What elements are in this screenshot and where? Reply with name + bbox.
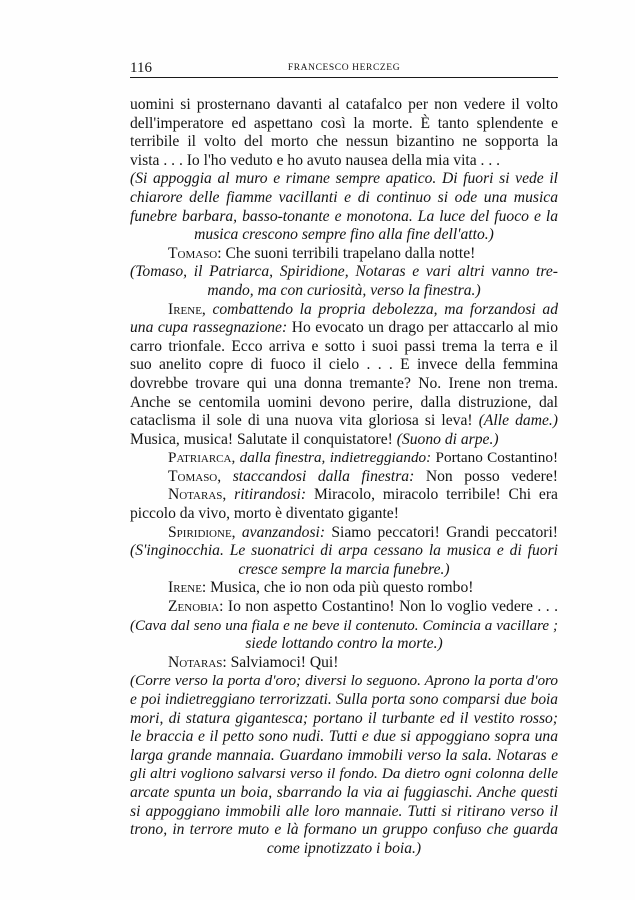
dialogue-text: : Musica, che io non oda più questo rombo! [201,579,474,597]
book-page [130,60,558,858]
text-line: dell'imperatore ed aspettano così la morte. È tanto splendente e [130,114,558,132]
stage-direction-line: musica crescono sempre fino alla fine dell'atto.) [194,226,494,244]
running-title: FRANCESCO HERCZEG [287,63,401,73]
text-line: uomini si prosternano davanti al catafalco per non vedere il volto [130,96,558,113]
stage-direction-line: mori, di statura gigantesca; portano il turbante ed il vestito rosso; [130,709,558,727]
text-line: piccolo da vivo, morto è diventato gigante! [130,505,399,523]
stage-direction-line: (Si appoggia al muro e rimane sempre apatico. Di fuori si vede il [130,170,558,188]
dialogue-line [130,301,558,320]
text-line: Anche se centomila uomini devono perire, dalla distruzione, dal [130,393,558,411]
text-line: carro trionfale. Ecco arriva e sotto i suoi passi trema la terra e il [130,337,558,355]
dialogue-text: Siamo peccatori! Grandi peccatori! [331,523,559,541]
dialogue-line [130,245,558,264]
stage-direction: combattendo la propria debolezza, ma forzandosi ad [212,300,558,318]
stage-direction-line: e poi indietreggiano terrorizzati. Sulla porta sono comparsi due boia [130,691,558,708]
stage-direction-line: le braccia e il petto sono nudi. Tutti e due si appoggiano sopra una [130,728,558,746]
text-line: vista . . . Io l'ho veduto e ho avuto nausea della mia vita . . . [130,151,501,169]
dialogue-line [130,598,558,617]
stage-direction: dalla finestra, indietreggiando: [239,449,432,467]
dialogue-line [130,524,558,543]
stage-direction-line: arcate spunta un boia, sbarrando la via ai fuggiaschi. Anche questi [130,783,558,801]
stage-direction: avanzandosi: [241,523,326,541]
dialogue-text: Ho evocato un drago per attaccarlo al mio [291,319,558,337]
page-number: 116 [130,60,152,76]
stage-direction-line: gli altri vogliono salvarsi verso il fondo. Da dietro ogni colonna delle [130,765,558,783]
stage-direction: staccandosi dalla finestra: [232,467,415,485]
page-body [130,96,558,858]
speaker-name: Irene [168,579,202,597]
stage-direction: ritirandosi: [234,486,307,504]
stage-direction-line: (Tomaso, il Patriarca, Spiridione, Notaras e vari altri vanno tre- [130,263,558,281]
speaker-name: Notaras, [168,486,227,504]
dialogue-line [130,486,558,505]
stage-direction-line: chiarore delle fiamme vacillanti e di continuo si ode una musica [130,188,558,206]
dialogue-text: : Salviamoci! Qui! [222,653,339,671]
dialogue-text: : Io non aspetto Costantino! Non lo voglio vedere . . . [219,598,558,616]
speaker-name: Notaras [168,653,223,671]
stage-direction: (Suono di arpe.) [396,430,499,448]
speaker-name: Irene, [168,300,206,318]
dialogue-text: Non posso vedere! [425,467,558,485]
dialogue-line [130,468,558,487]
dialogue-line [130,449,558,468]
dialogue-line [130,654,558,673]
dialogue-text: : Che suoni terribili trapelano dalla notte! [217,244,476,262]
stage-direction-line: funebre barbara, basso-tonante e monotona. La luce del fuoco e la [130,207,558,225]
speaker-name: Spiridione, [168,523,236,541]
stage-direction: una cupa rassegnazione: [130,319,288,337]
stage-direction-line: (Corre verso la porta d'oro; diversi lo seguono. Aprono la porta d'oro [130,672,558,690]
speaker-name: Tomaso [168,244,218,262]
stage-direction-line: come ipnotizzato i boia.) [266,839,422,857]
stage-direction-line: trono, in terrore muto e là formano un gruppo confuso che guarda [130,821,558,839]
dialogue-line [130,579,558,598]
stage-direction-line: (S'inginocchia. Le suonatrici di arpa cessano la musica e di fuori [130,542,558,560]
speaker-name: Tomaso, [168,467,222,485]
stage-direction-line: mando, ma con curiosità, verso la finestra.) [207,281,481,299]
speaker-name: Patriarca, [168,449,236,467]
dialogue-text: Miracolo, miracolo terribile! Chi era [313,486,558,504]
dialogue-text: Musica, musica! Salutate il conquistatore! [130,430,393,448]
stage-direction-line: (Cava dal seno una fiala e ne beve il contenuto. Comincia a vacillare ; [130,617,558,634]
text-line: terribile il volto del morto che nessun bizantino ne sopporta la [130,133,558,151]
text-line: suo anelito copre di fuoco il cielo . . . E invece della femmina [130,356,558,374]
text-line: dovrebbe trovare qui una donna tremante? No. Irene non trema. [130,374,558,392]
dialogue-line [130,412,558,431]
stage-direction: (Alle dame.) [478,412,558,430]
dialogue-line [130,319,558,338]
dialogue-text: cataclisma il sole di una nuova vita gloriosa si leva! [130,412,473,430]
stage-direction-line: si appoggiano immobili alle loro mannaie. Tutti si ritirano verso il [130,802,558,820]
page-header [130,60,558,78]
stage-direction-line: larga grande mannaia. Guardano immobili verso la sala. Notaras e [130,746,558,764]
speaker-name: Zenobia [168,598,220,616]
dialogue-text: Portano Costantino! [435,449,558,467]
stage-direction-line: cresce sempre la marcia funebre.) [238,560,450,578]
dialogue-line [130,431,558,450]
stage-direction-line: siede lottando contro la morte.) [245,635,443,653]
